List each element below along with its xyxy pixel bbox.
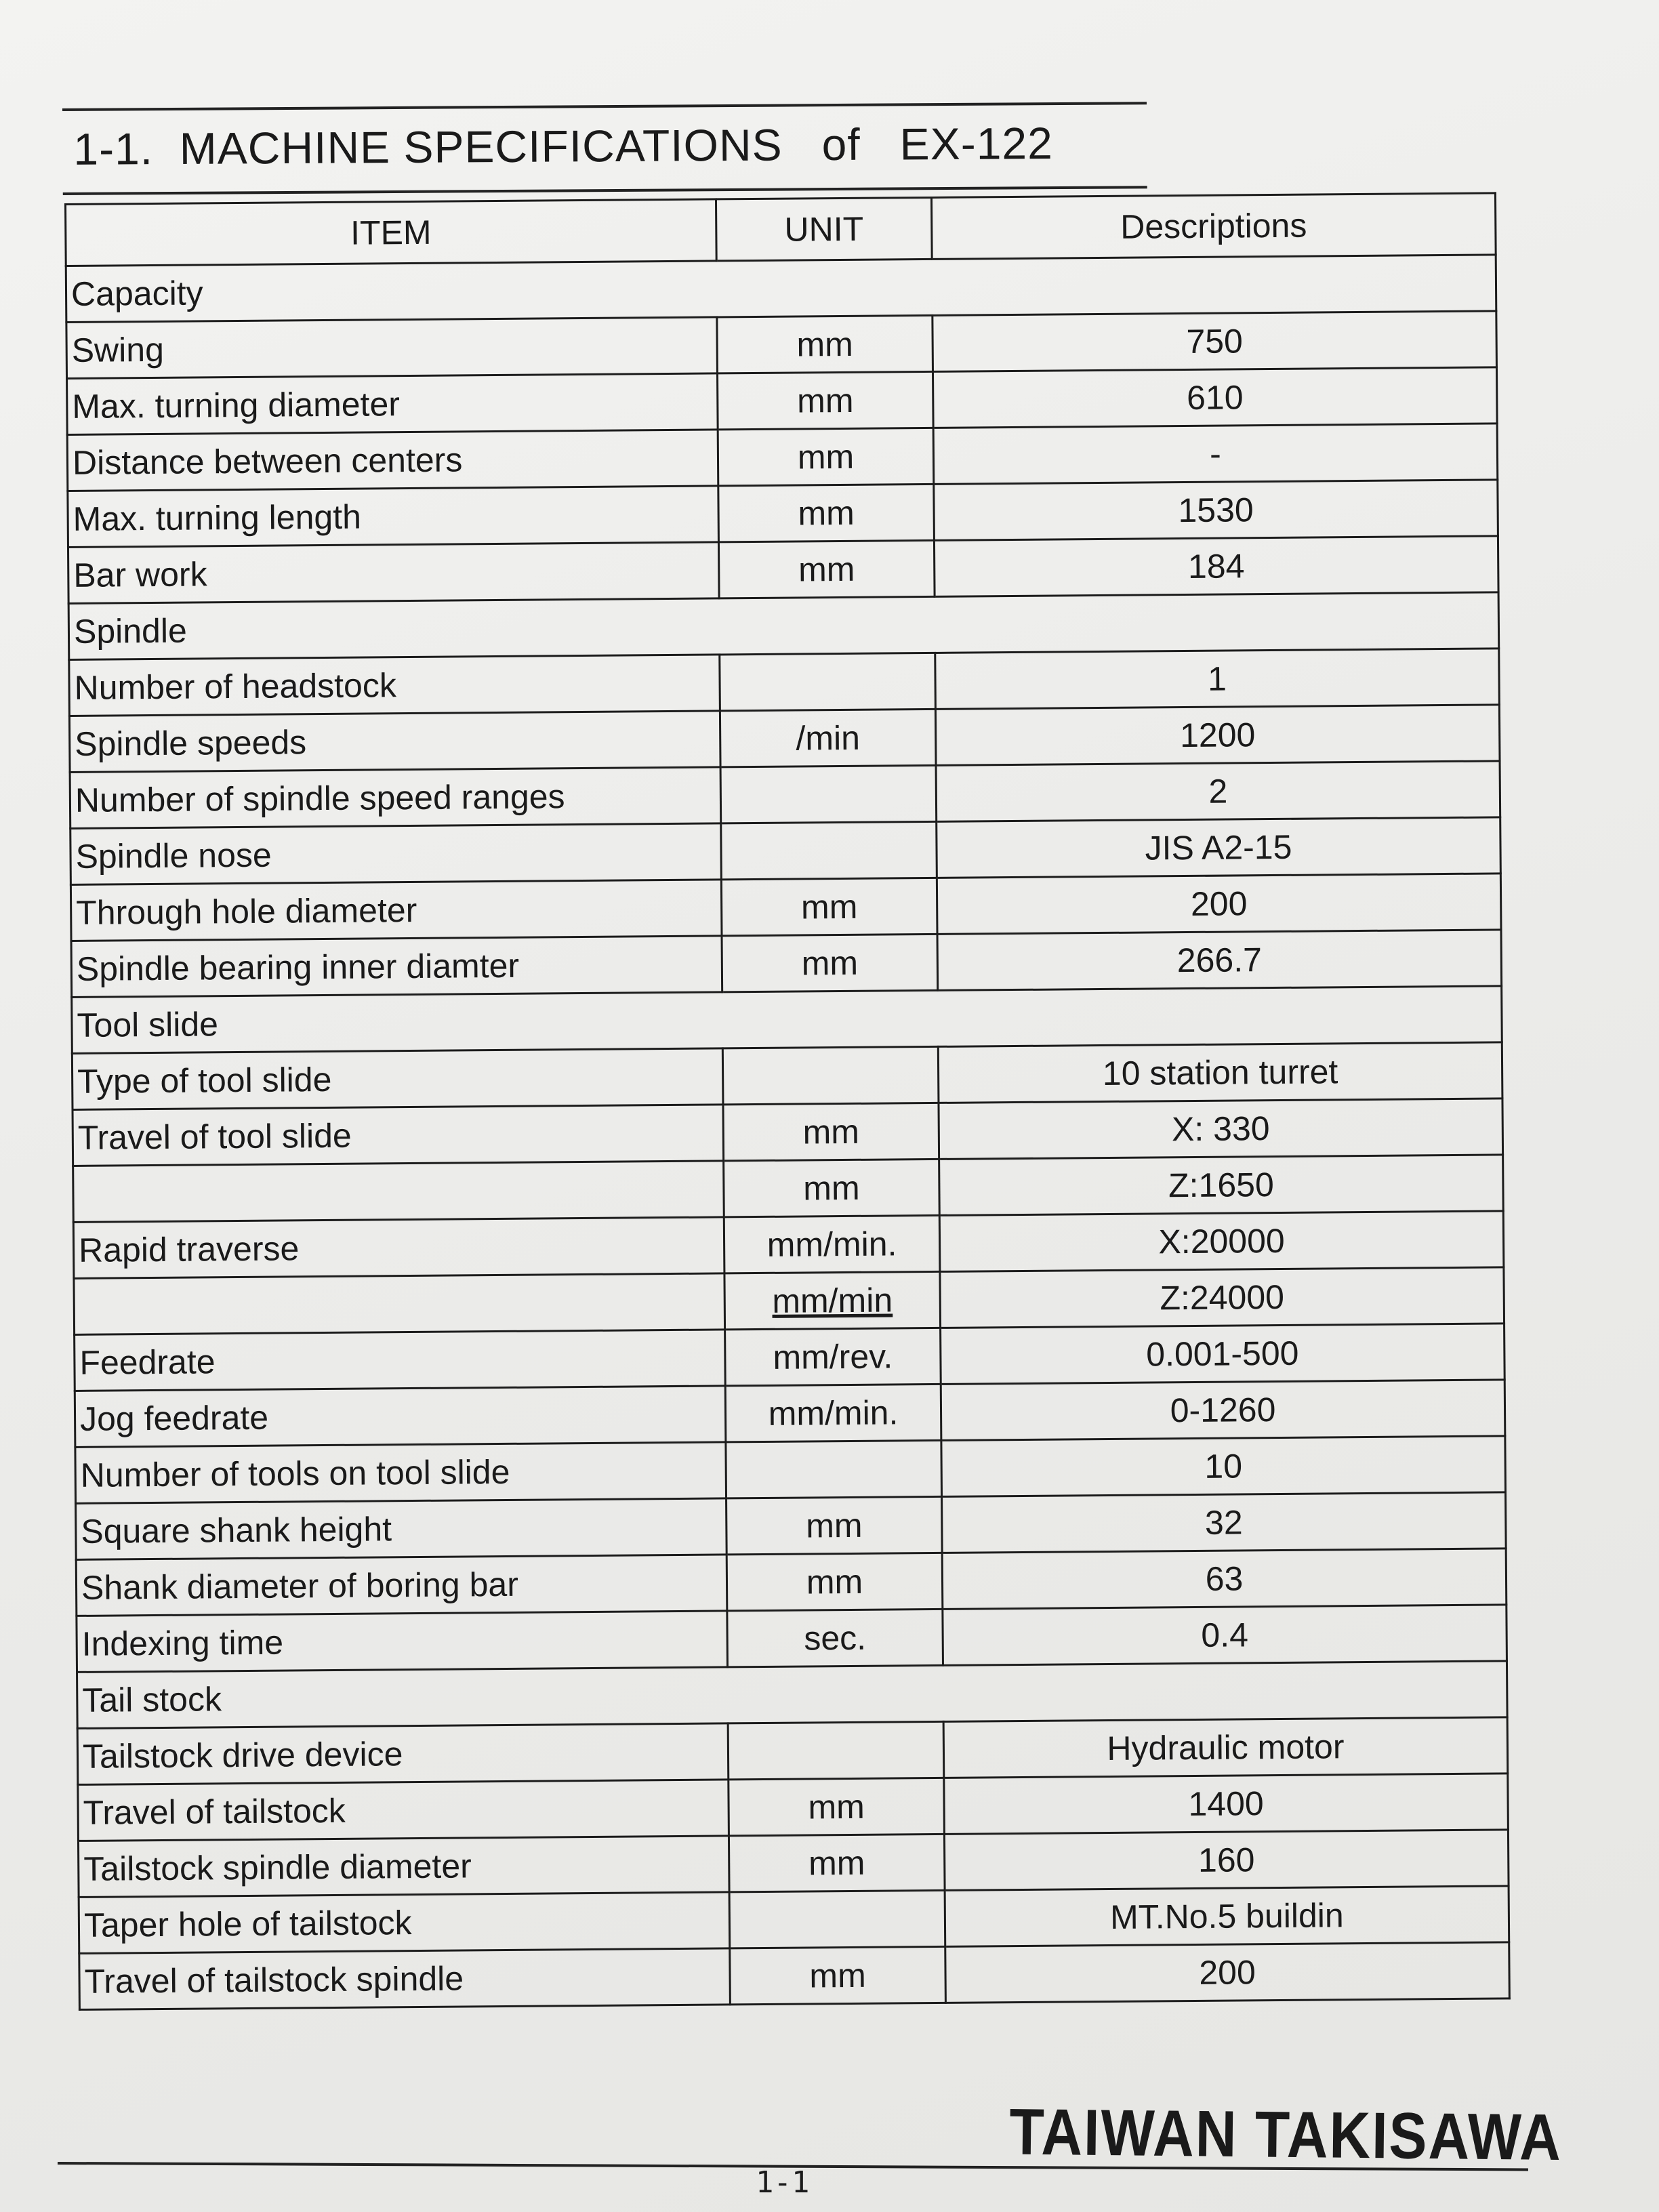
unit-cell: mm [722, 934, 938, 991]
spec-table-wrapper [64, 192, 1509, 2010]
item-cell: Tailstock spindle diameter [78, 1836, 729, 1898]
header-unit: UNIT [716, 197, 932, 260]
item-cell: Spindle bearing inner diamter [71, 936, 722, 998]
unit-cell: mm [729, 1834, 945, 1891]
unit-cell [720, 765, 937, 823]
item-cell: Jog feedrate [75, 1386, 726, 1448]
unit-cell [724, 1271, 941, 1329]
brand-logo: TAIWAN TAKISAWA [1008, 2095, 1563, 2174]
item-cell: Number of spindle speed ranges [70, 767, 721, 829]
unit-cell [728, 1721, 944, 1779]
description-cell: - [933, 424, 1498, 485]
item-cell: Spindle nose [70, 823, 722, 885]
description-cell: X: 330 [939, 1099, 1503, 1160]
description-cell: 610 [933, 367, 1497, 428]
description-cell: 1530 [934, 480, 1498, 541]
unit-cell: mm [717, 315, 933, 373]
unit-cell: mm [723, 1103, 939, 1160]
description-cell: 2 [936, 761, 1500, 822]
unit-cell [722, 1046, 939, 1104]
item-cell: Rapid traverse [73, 1217, 724, 1279]
description-cell: Z:24000 [940, 1267, 1504, 1328]
description-cell: 0.4 [943, 1605, 1507, 1666]
section-heading: Tail stock [77, 1661, 1508, 1729]
section-heading: Capacity [66, 255, 1496, 323]
item-cell: Taper hole of tailstock [79, 1892, 730, 1954]
header-descriptions: Descriptions [931, 193, 1496, 260]
description-cell: Hydraulic motor [943, 1717, 1508, 1778]
item-cell: Through hole diameter [70, 880, 722, 941]
table-header-row [66, 193, 1496, 266]
description-cell: 1200 [935, 705, 1500, 766]
description-cell: 63 [942, 1549, 1507, 1610]
description-cell: 750 [933, 311, 1497, 372]
unit-cell: mm [726, 1496, 943, 1554]
section-heading: Spindle [68, 592, 1499, 660]
description-cell: X:20000 [939, 1211, 1504, 1272]
unit-cell: mm [718, 428, 934, 485]
item-cell: Number of tools on tool slide [75, 1442, 726, 1504]
unit-cell: mm [726, 1553, 943, 1610]
unit-cell: mm [729, 1778, 945, 1835]
description-cell: 0.001-500 [941, 1324, 1505, 1385]
description-cell: 200 [937, 874, 1501, 935]
item-cell: Feedrate [75, 1330, 726, 1391]
unit-cell [726, 1440, 942, 1498]
item-cell: Type of tool slide [72, 1048, 723, 1110]
item-cell: Distance between centers [67, 430, 718, 491]
unit-cell: mm [730, 1946, 946, 2004]
description-cell: 200 [945, 1942, 1510, 2003]
unit-cell: mm [718, 484, 935, 541]
item-cell: Swing [66, 317, 718, 379]
unit-cell: sec. [727, 1609, 943, 1666]
item-cell [73, 1161, 724, 1223]
description-cell: 1400 [944, 1774, 1509, 1835]
item-cell: Spindle speeds [69, 711, 720, 773]
item-cell [74, 1273, 725, 1335]
spec-table [64, 192, 1511, 2011]
unit-cell: mm/rev. [725, 1328, 941, 1385]
title-banner [62, 102, 1147, 195]
description-cell: 32 [942, 1492, 1507, 1553]
unit-cell: mm [721, 878, 937, 935]
table-row [79, 1942, 1510, 2010]
unit-cell [720, 653, 936, 710]
unit-cell: mm/min. [725, 1384, 941, 1441]
description-cell: 10 station turret [938, 1042, 1502, 1103]
item-cell: Travel of tailstock spindle [79, 1948, 731, 2010]
unit-cell: mm [718, 540, 935, 598]
unit-text: mm/min [772, 1281, 893, 1320]
description-cell: 1 [935, 649, 1500, 710]
item-cell: Travel of tool slide [73, 1105, 724, 1166]
unit-cell: mm [724, 1159, 940, 1216]
description-cell: JIS A2-15 [937, 817, 1501, 878]
item-cell: Shank diameter of boring bar [76, 1555, 727, 1616]
item-cell: Max. turning diameter [67, 373, 718, 435]
description-cell: Z:1650 [939, 1155, 1504, 1216]
item-cell: Tailstock drive device [77, 1723, 729, 1785]
unit-cell: /min [720, 709, 936, 766]
page-number: 1-1 [756, 2165, 810, 2200]
description-cell: 10 [941, 1436, 1506, 1497]
header-item: ITEM [66, 199, 717, 266]
item-cell: Travel of tailstock [78, 1780, 729, 1841]
item-cell: Bar work [68, 542, 719, 604]
unit-cell [721, 821, 937, 879]
section-heading: Tool slide [72, 986, 1502, 1054]
item-cell: Indexing time [77, 1611, 728, 1673]
description-cell: 184 [934, 536, 1498, 597]
unit-cell: mm [718, 371, 934, 429]
description-cell: 160 [944, 1830, 1509, 1891]
page-title: 1-1. MACHINE SPECIFICATIONS of EX-122 [73, 118, 1054, 174]
unit-cell [729, 1890, 945, 1948]
item-cell: Max. turning length [68, 486, 719, 548]
unit-cell: mm/min. [724, 1215, 940, 1273]
description-cell: 266.7 [937, 930, 1502, 991]
item-cell: Square shank height [76, 1498, 727, 1560]
item-cell: Number of headstock [69, 655, 720, 716]
table-body [66, 255, 1509, 2009]
description-cell: MT.No.5 buildin [945, 1886, 1509, 1947]
description-cell: 0-1260 [941, 1380, 1505, 1441]
